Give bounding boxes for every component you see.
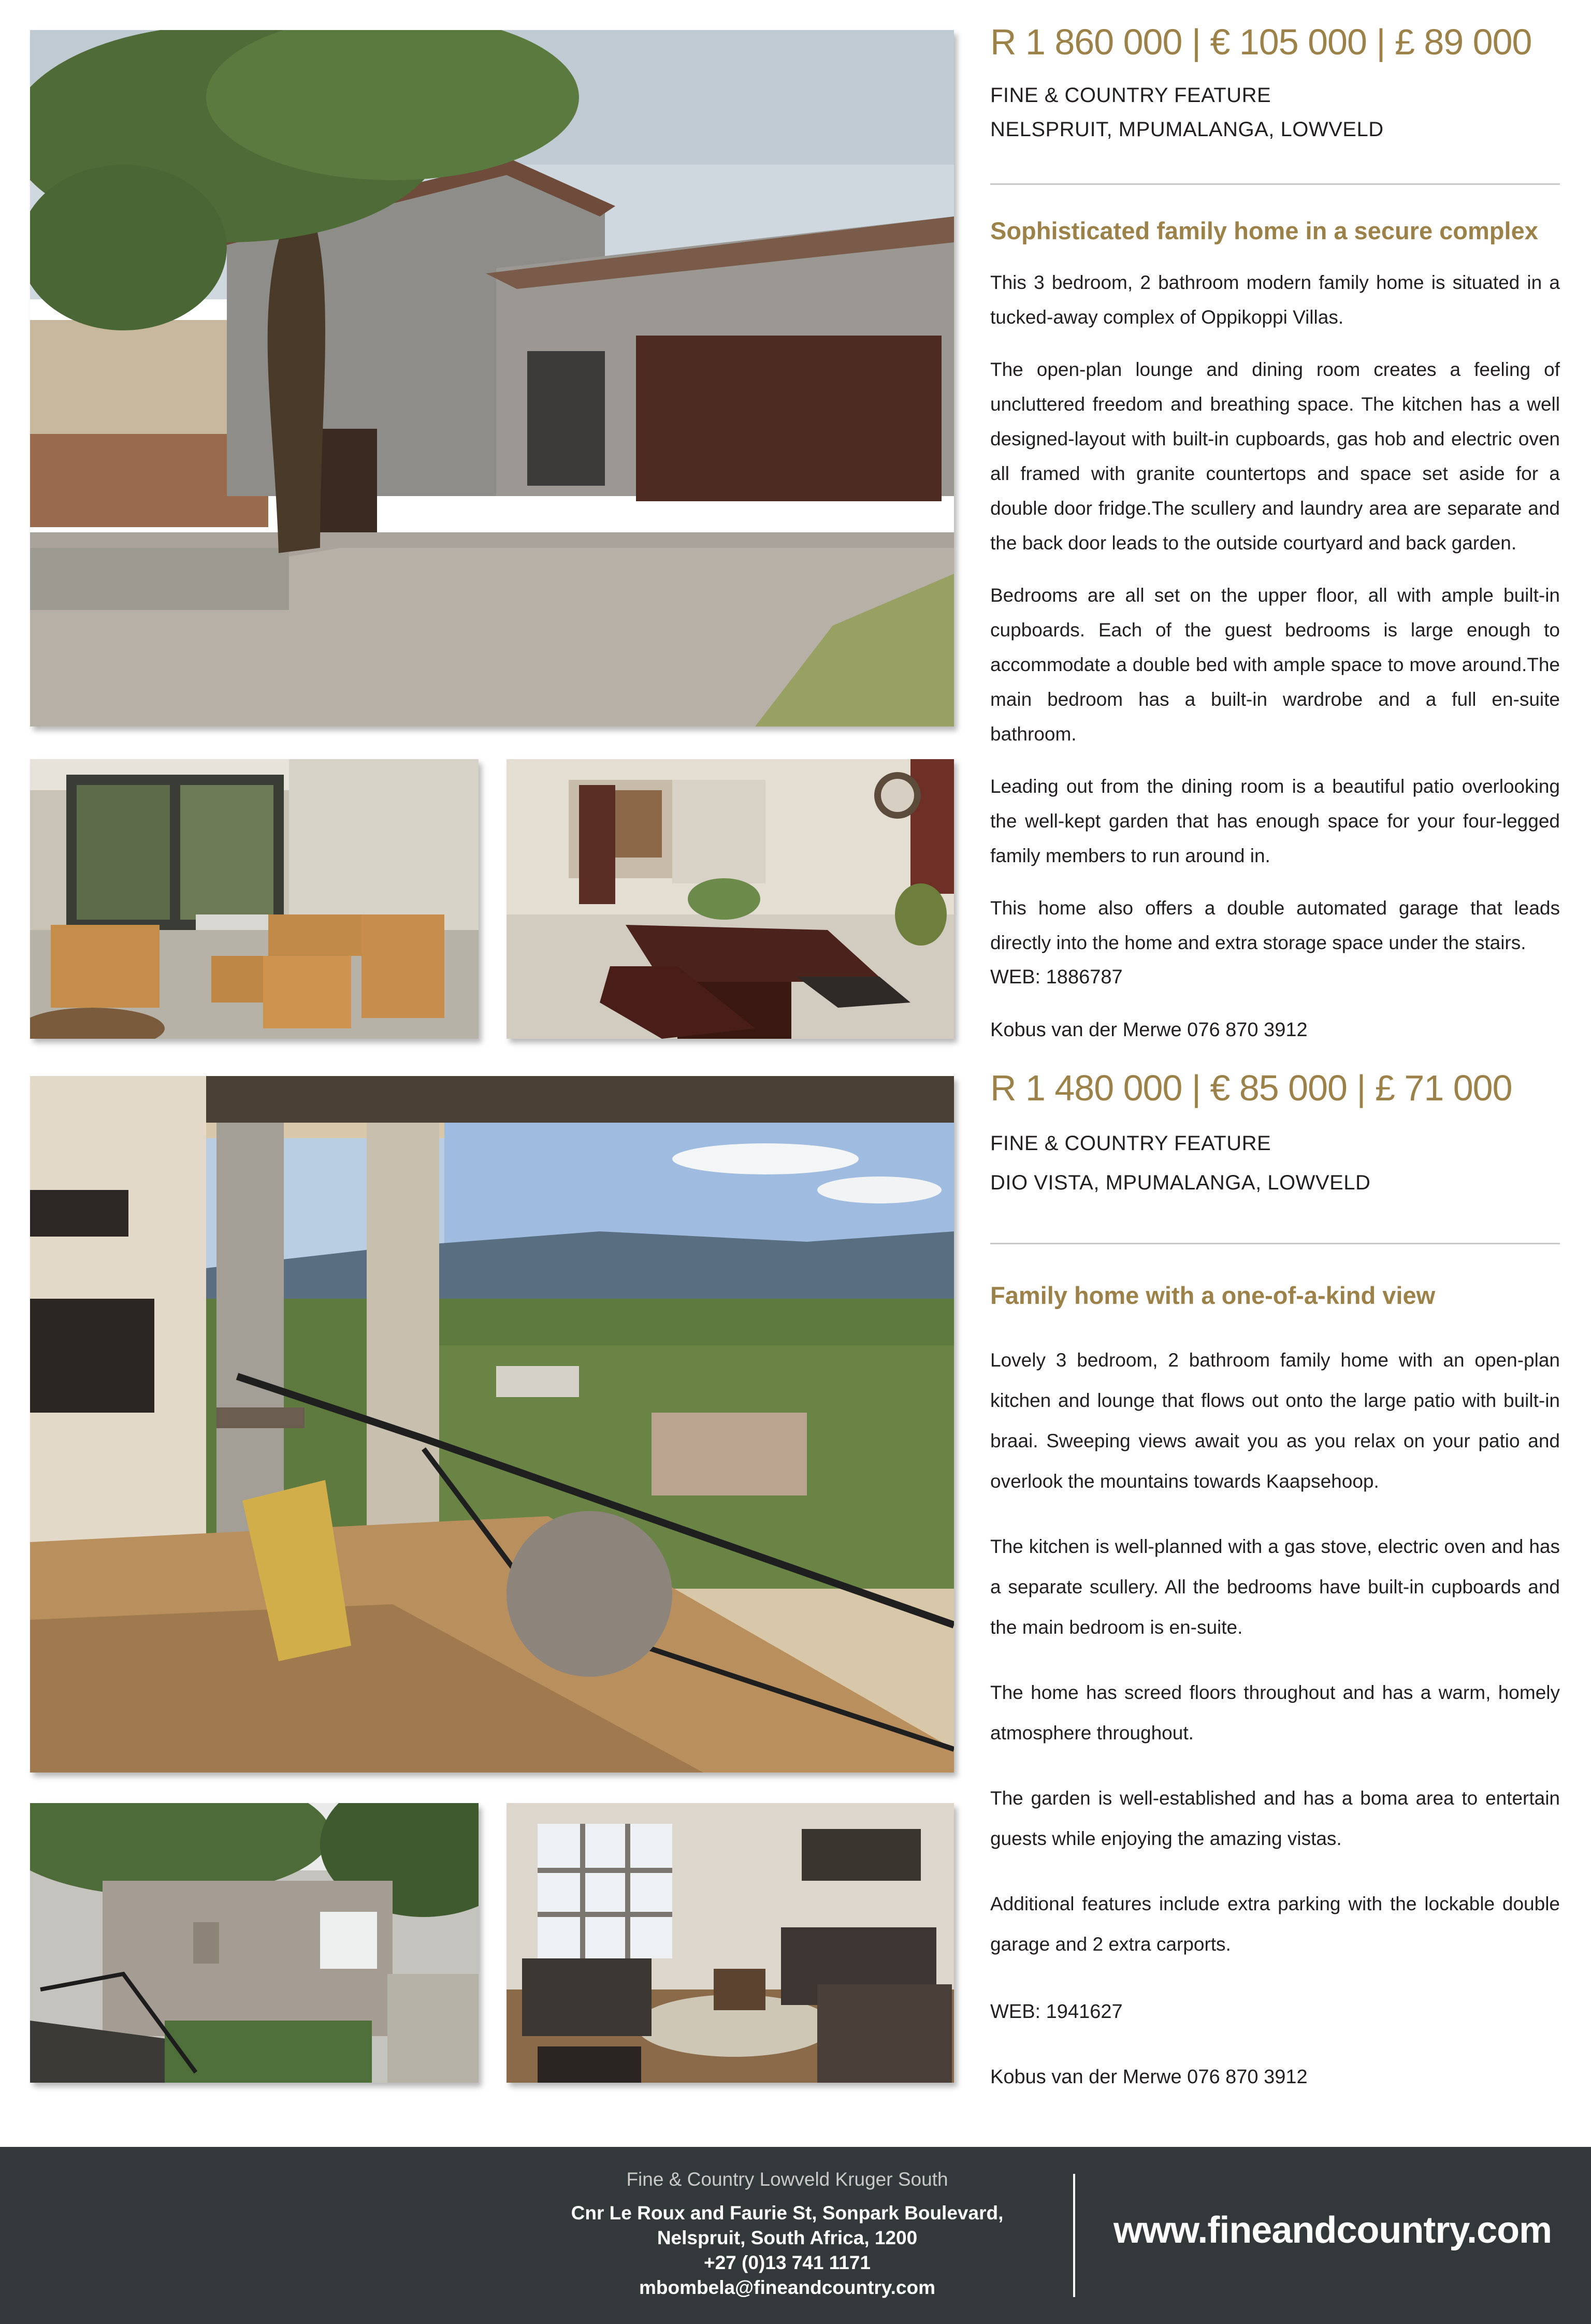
listing-1-paragraph: The open-plan lounge and dining room creates a feeling of uncluttered freedom and breathing space. The kitchen has a well designed-layout with built-in cupboards, gas hob and electric oven all framed with granite countertops and space set aside for a double door fridge.The scullery and laundry area are separate and the back door leads to the outside courtyard and back garden. xyxy=(990,359,1560,554)
listing-2-paragraph: Lovely 3 bedroom, 2 bathroom family home with an open-plan kitchen and lounge that flows out onto the large patio with built-in braai. Sweeping views await you as you relax on your patio and overlook the mountains towards Kaapsehoop. xyxy=(990,1349,1560,1492)
listing-1-agent-contact: Kobus van der Merwe 076 870 3912 xyxy=(990,1019,1308,1041)
listing-1-paragraph: This home also offers a double automated garage that leads directly into the home and extra storage space under the stairs. xyxy=(990,897,1560,954)
listing-2 xyxy=(990,1070,1560,1989)
office-name: Fine & Country Lowveld Kruger South xyxy=(626,2169,948,2190)
listing-2-web-ref: WEB: 1941627 xyxy=(990,2001,1123,2023)
office-address-line-2: Nelspruit, South Africa, 1200 xyxy=(657,2227,918,2248)
office-email-link[interactable]: mbombela@fineandcountry.com xyxy=(639,2277,935,2298)
listing-2-main-photo xyxy=(30,1076,954,1773)
listing-2-heading: Family home with a one-of-a-kind view xyxy=(990,1282,1436,1309)
listing-1-main-photo xyxy=(30,30,954,727)
listing-2-feature-label: FINE & COUNTRY FEATURE xyxy=(990,1132,1271,1155)
listing-1-dining-photo xyxy=(507,759,954,1039)
office-address-line-1: Cnr Le Roux and Faurie St, Sonpark Boulevard, xyxy=(571,2202,1004,2224)
listing-1 xyxy=(990,24,1560,978)
listing-1-feature-label: FINE & COUNTRY FEATURE xyxy=(990,84,1271,107)
listing-2-paragraph: The garden is well-established and has a boma area to entertain guests while enjoying the amazing vistas. xyxy=(990,1788,1560,1850)
listing-1-heading: Sophisticated family home in a secure complex xyxy=(990,217,1538,244)
listing-1-price: R 1 860 000 | € 105 000 | £ 89 000 xyxy=(990,22,1532,62)
listing-2-price: R 1 480 000 | € 85 000 | £ 71 000 xyxy=(990,1068,1512,1108)
listing-2-exterior-photo xyxy=(30,1803,479,2083)
footer-divider xyxy=(1073,2174,1075,2297)
listing-1-paragraph: Bedrooms are all set on the upper floor, all with ample built-in cupboards. Each of the guest bedrooms is large enough to accommodate a double bed with ample space to move around.The main bedroom has a built-in wardrobe and a full en-suite bathroom. xyxy=(990,585,1560,745)
listing-1-paragraph: Leading out from the dining room is a beautiful patio overlooking the well-kept garden that has enough space for your four-legged family members to run around in. xyxy=(990,776,1560,867)
website-link[interactable]: www.fineandcountry.com xyxy=(1113,2210,1552,2251)
listing-2-paragraph: The home has screed floors throughout and has a warm, homely atmosphere throughout. xyxy=(990,1682,1560,1744)
listing-2-location: DIO VISTA, MPUMALANGA, LOWVELD xyxy=(990,1171,1371,1194)
listing-1-location: NELSPRUIT, MPUMALANGA, LOWVELD xyxy=(990,118,1384,141)
listing-1-web-ref: WEB: 1886787 xyxy=(990,966,1123,988)
listing-2-divider xyxy=(990,1243,1560,1244)
listing-2-lounge-photo xyxy=(507,1803,954,2083)
listing-2-paragraph: The kitchen is well-planned with a gas stove, electric oven and has a separate scullery. All the bedrooms have built-in cupboards and the main bedroom is en-suite. xyxy=(990,1536,1560,1638)
listing-1-paragraph: This 3 bedroom, 2 bathroom modern family home is situated in a tucked-away complex of Oppikoppi Villas. xyxy=(990,272,1560,328)
listing-1-divider xyxy=(990,183,1560,185)
office-footer xyxy=(0,2147,1591,2324)
listing-1-patio-photo xyxy=(30,759,479,1039)
listing-2-agent-contact: Kobus van der Merwe 076 870 3912 xyxy=(990,2066,1308,2088)
listing-2-paragraph: Additional features include extra parking with the lockable double garage and 2 extra carports. xyxy=(990,1893,1560,1955)
office-contact-block xyxy=(482,2201,1093,2300)
office-phone[interactable]: +27 (0)13 741 1171 xyxy=(704,2252,871,2273)
